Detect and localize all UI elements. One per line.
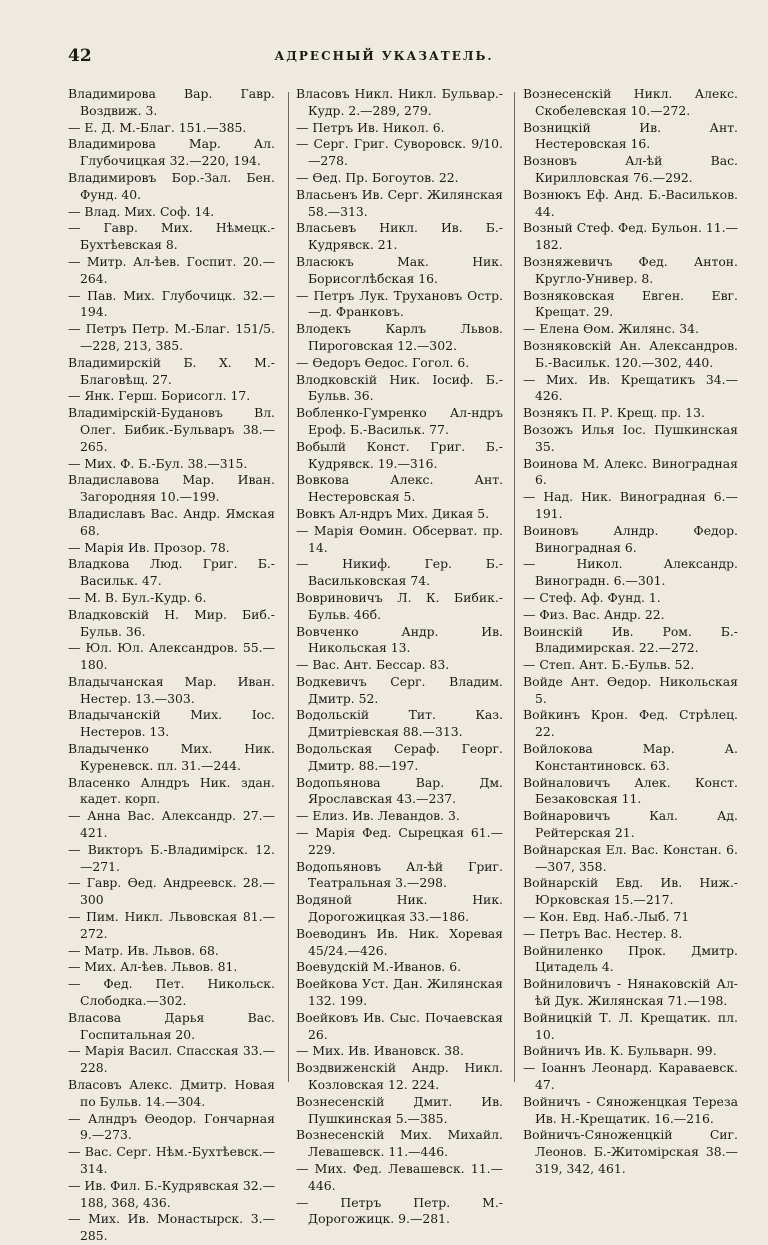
page-title: АДРЕСНЫЙ УКАЗАТЕЛЬ. bbox=[274, 49, 494, 63]
directory-entry: Войничъ-Сяноженцкій Сиг. Леонов. Б.-Житомірская 38.—319, 342, 461. bbox=[523, 1127, 738, 1176]
directory-entry: — Е. Д. М.-Благ. 151.—385. bbox=[68, 119, 247, 135]
directory-entry: — Гавр. Ѳед. Андреевск. 28.—300 bbox=[68, 875, 275, 908]
directory-entry: Войкинъ Крон. Фед. Стрѣлец. 22. bbox=[523, 707, 738, 740]
directory-entry: — Мих. Ив. Монастырск. 3.—285. bbox=[68, 1211, 275, 1244]
directory-entry: Вознесенскій Мих. Михайл. Левашевск. 11.—446. bbox=[296, 1127, 503, 1160]
directory-entry: Войницкій Т. Л. Крещатик. пл. 10. bbox=[523, 1009, 738, 1042]
directory-entry: — Никиф. Гер. Б.-Васильковская 74. bbox=[296, 556, 503, 589]
directory-entry: — Марія Фед. Сырецкая 61.—229. bbox=[296, 825, 503, 857]
directory-entry: — Вас. Серг. Нѣм.-Бухтѣевск.—314. bbox=[68, 1144, 275, 1176]
directory-entry: Власьевъ Никл. Ив. Б.-Кудрявск. 21. bbox=[296, 220, 503, 253]
directory-entry: Водопьянова Вар. Дм. Ярославская 43.—237. bbox=[296, 774, 503, 807]
directory-entry: — Анна Вас. Александр. 27.—421. bbox=[68, 808, 275, 841]
directory-entry: — Влад. Мих. Соф. 14. bbox=[68, 203, 215, 219]
directory-entry: Вовченко Андр. Ив. Никольская 13. bbox=[296, 623, 503, 656]
column-2 bbox=[296, 86, 503, 1227]
directory-entry: Власовъ Алекс. Дмитр. Новая по Бульв. 14.—304. bbox=[68, 1077, 275, 1109]
directory-entry: Владимирова Вар. Гавр. Воздвиж. 3. bbox=[68, 86, 275, 118]
directory-entry: Возновъ Ал-ѣй Вас. Кирилловская 76.—292. bbox=[523, 153, 738, 185]
directory-entry: Вовкова Алекс. Ант. Нестеровская 5. bbox=[296, 472, 503, 505]
directory-entry: Власюкъ Мак. Ник. Борисоглѣбская 16. bbox=[296, 253, 503, 286]
directory-entry: — Янк. Герш. Борисогл. 17. bbox=[68, 388, 251, 404]
directory-entry: — Матр. Ив. Львов. 68. bbox=[68, 942, 219, 958]
directory-entry: — Кон. Евд. Наб.-Лыб. 71 bbox=[523, 909, 690, 925]
directory-entry: — М. В. Бул.-Кудр. 6. bbox=[68, 589, 207, 605]
column-1 bbox=[68, 86, 275, 1244]
directory-entry: Войниловичъ - Нянаковскій Ал-ѣй Дук. Жилянская 71.—198. bbox=[523, 976, 738, 1009]
directory-entry: Вознюкъ Еф. Анд. Б.-Васильков. 44. bbox=[523, 186, 738, 219]
directory-entry: Водяной Ник. Ник. Дорогожицкая 33.—186. bbox=[296, 892, 503, 925]
directory-entry: Воеводинъ Ив. Ник. Хоревая 45/24.—426. bbox=[296, 925, 503, 958]
directory-entry: Власова Дарья Вас. Госпитальная 20. bbox=[68, 1009, 275, 1042]
directory-entry: Владычанскій Мих. Іос. Нестеров. 13. bbox=[68, 707, 275, 740]
directory-entry: Воейкова Уст. Дан. Жилянская 132. 199. bbox=[296, 976, 503, 1009]
directory-entry: — Алндръ Ѳеодор. Гончарная 9.—273. bbox=[68, 1110, 275, 1143]
directory-entry: — Ѳед. Пр. Богоутов. 22. bbox=[296, 169, 459, 185]
directory-entry: Власьенъ Ив. Серг. Жилянская 58.—313. bbox=[296, 186, 503, 219]
directory-entry: Вознесенскій Дмит. Ив. Пушкинская 5.—385. bbox=[296, 1093, 503, 1126]
directory-entry: — Марія Ив. Прозор. 78. bbox=[68, 539, 230, 555]
directory-entry: — Над. Ник. Виноградная 6.—191. bbox=[523, 489, 738, 521]
directory-entry: — Елена Ѳом. Жилянс. 34. bbox=[523, 321, 699, 337]
directory-entry: Воздвиженскій Андр. Никл. Козловская 12. 224. bbox=[296, 1060, 503, 1093]
directory-entry: Войничъ Ив. К. Бульварн. 99. bbox=[523, 1043, 717, 1059]
directory-entry: — Мих. Фед. Левашевск. 11.—446. bbox=[296, 1161, 503, 1193]
page-number: 42 bbox=[68, 46, 92, 66]
directory-entry: Влодковскій Ник. Іосиф. Б.-Бульв. 36. bbox=[296, 371, 503, 404]
directory-entry: Возный Стеф. Фед. Бульон. 11.—182. bbox=[523, 220, 738, 253]
directory-entry: Владимірскій-Будановъ Вл. Олег. Бибик.-Бульваръ 38.—265. bbox=[68, 405, 275, 454]
directory-entry: Воинскій Ив. Ром. Б.-Владимирская. 22.—272. bbox=[523, 623, 738, 656]
directory-entry: — Елиз. Ив. Левандов. 3. bbox=[296, 808, 460, 824]
directory-entry: — Ив. Фил. Б.-Кудрявская 32.—188, 368, 436. bbox=[68, 1177, 275, 1210]
directory-entry: Водольскій Тит. Каз. Дмитріевская 88.—313. bbox=[296, 707, 503, 740]
directory-entry: Власовъ Никл. Никл. Бульвар.-Кудр. 2.—289, 279. bbox=[296, 86, 503, 118]
directory-entry: Вовриновичъ Л. К. Бибик.-Бульв. 46б. bbox=[296, 589, 503, 622]
directory-entry: — Серг. Григ. Суворовск. 9/10.—278. bbox=[296, 136, 503, 169]
directory-entry: — Мих. Ив. Ивановск. 38. bbox=[296, 1043, 464, 1059]
directory-entry: Водольская Сераф. Георг. Дмитр. 88.—197. bbox=[296, 741, 503, 773]
directory-entry: Владимирскій Б. Х. М.-Благовѣщ. 27. bbox=[68, 354, 275, 387]
directory-entry: Вобленко-Гумренко Ал-ндръ Ероф. Б.-Васильк. 77. bbox=[296, 405, 503, 437]
directory-entry: — Никол. Александр. Виноградн. 6.—301. bbox=[523, 556, 738, 589]
directory-entry: Владимирова Мар. Ал. Глубочицкая 32.—220, 194. bbox=[68, 136, 275, 169]
directory-entry: — Мих. Ив. Крещатикъ 34.—426. bbox=[523, 371, 738, 404]
directory-entry: Владкова Люд. Григ. Б.-Васильк. 47. bbox=[68, 556, 275, 589]
directory-entry: Владковскій Н. Мир. Биб.-Бульв. 36. bbox=[68, 606, 275, 639]
directory-entry: — Пим. Никл. Львовская 81.—272. bbox=[68, 909, 275, 941]
directory-entry: — Степ. Ант. Б.-Бульв. 52. bbox=[523, 657, 695, 673]
directory-entry: Воейковъ Ив. Сыс. Почаевская 26. bbox=[296, 1009, 503, 1042]
directory-entry: Владиславъ Вас. Андр. Ямская 68. bbox=[68, 505, 275, 538]
directory-entry: Возняжевичъ Фед. Антон. Кругло-Универ. 8. bbox=[523, 253, 738, 286]
directory-entry: — Физ. Вас. Андр. 22. bbox=[523, 606, 665, 622]
directory-entry: Возняковскій Ан. Александров. Б.-Васильк. 120.—302, 440. bbox=[523, 337, 738, 370]
directory-entry: — Гавр. Мих. Нѣмецк.-Бухтѣевская 8. bbox=[68, 220, 275, 253]
directory-entry: — Петръ Лук. Трухановъ Остр.—д. Франковъ. bbox=[296, 287, 503, 320]
directory-entry: — Іоаннъ Леонард. Караваевск. 47. bbox=[523, 1060, 738, 1093]
directory-entry: Войнарская Ел. Вас. Констан. 6.—307, 358. bbox=[523, 841, 738, 874]
directory-entry: Владиславова Мар. Иван. Загородняя 10.—199. bbox=[68, 472, 275, 505]
directory-entry: Войнарскій Евд. Ив. Ниж.-Юрковская 15.—217. bbox=[523, 875, 738, 908]
directory-entry: — Юл. Юл. Александров. 55.—180. bbox=[68, 640, 275, 673]
directory-entry: Войнаровичъ Кал. Ад. Рейтерская 21. bbox=[523, 808, 738, 841]
address-columns bbox=[68, 86, 738, 1244]
directory-entry: Владимировъ Бор.-Зал. Бен. Фунд. 40. bbox=[68, 169, 275, 202]
directory-entry: Войниленко Прок. Дмитр. Цитадель 4. bbox=[523, 942, 738, 975]
directory-entry: — Вас. Ант. Бессар. 83. bbox=[296, 657, 450, 673]
directory-entry: — Митр. Ал-ѣев. Госпит. 20.—264. bbox=[68, 253, 275, 286]
directory-entry: — Марія Васил. Спасская 33.—228. bbox=[68, 1043, 275, 1076]
directory-entry: Власенко Алндръ Ник. здан. кадет. корп. bbox=[68, 774, 275, 807]
directory-entry: Вознякъ П. Р. Крещ. пр. 13. bbox=[523, 405, 705, 421]
directory-entry: Возняковская Евген. Евг. Крещат. 29. bbox=[523, 287, 738, 320]
directory-entry: Войде Ант. Ѳедор. Никольская 5. bbox=[523, 673, 738, 706]
directory-entry: Владыченко Мих. Ник. Куреневск. пл. 31.—244. bbox=[68, 741, 275, 773]
directory-entry: Войналовичъ Алек. Конст. Безаковская 11. bbox=[523, 774, 738, 807]
column-3 bbox=[523, 86, 738, 1176]
directory-entry: — Петръ Петр. М.-Благ. 151/5.—228, 213, 385. bbox=[68, 321, 275, 353]
directory-entry: Вознесенскій Никл. Алекс. Скобелевская 10.—272. bbox=[523, 86, 738, 118]
directory-entry: Вобылй Конст. Григ. Б.-Кудрявск. 19.—316. bbox=[296, 438, 503, 471]
directory-entry: Войлокова Мар. А. Константиновск. 63. bbox=[523, 741, 738, 773]
directory-entry: Воинова М. Алекс. Виноградная 6. bbox=[523, 455, 738, 488]
directory-entry: Воиновъ Алндр. Федор. Виноградная 6. bbox=[523, 522, 738, 555]
directory-entry: Водопьяновъ Ал-ѣй Григ. Театральная 3.—298. bbox=[296, 858, 503, 891]
directory-entry: Владычанская Мар. Иван. Нестер. 13.—303. bbox=[68, 673, 275, 706]
directory-entry: — Викторъ Б.-Владимірск. 12.—271. bbox=[68, 841, 275, 874]
directory-entry: Влодекъ Карлъ Львов. Пироговская 12.—302. bbox=[296, 321, 503, 353]
directory-entry: — Петръ Петр. М.-Дорогожицк. 9.—281. bbox=[296, 1194, 503, 1227]
directory-entry: Возницкій Ив. Ант. Нестеровская 16. bbox=[523, 119, 738, 152]
directory-entry: — Петръ Вас. Нестер. 8. bbox=[523, 925, 683, 941]
directory-entry: Водкевичъ Серг. Владим. Дмитр. 52. bbox=[296, 673, 503, 706]
directory-entry: — Ѳедоръ Ѳедос. Гогол. 6. bbox=[296, 354, 470, 370]
directory-entry: — Мих. Ф. Б.-Бул. 38.—315. bbox=[68, 455, 248, 471]
directory-entry: Вовкъ Ал-ндръ Мих. Дикая 5. bbox=[296, 505, 490, 521]
directory-entry: — Петръ Ив. Никол. 6. bbox=[296, 119, 445, 135]
directory-entry: — Фед. Пет. Никольск. Слободка.—302. bbox=[68, 976, 275, 1009]
directory-entry: — Пав. Мих. Глубочицк. 32.—194. bbox=[68, 287, 275, 320]
directory-entry: — Стеф. Аф. Фунд. 1. bbox=[523, 589, 661, 605]
directory-entry: Войничъ - Сяноженцкая Тереза Ив. Н.-Крещатик. 16.—216. bbox=[523, 1093, 738, 1126]
directory-entry: Воевудскій М.-Иванов. 6. bbox=[296, 959, 462, 975]
directory-entry: — Мих. Ал-ѣев. Львов. 81. bbox=[68, 959, 238, 975]
directory-entry: Возожъ Илья Іос. Пушкинская 35. bbox=[523, 421, 738, 454]
directory-entry: — Марія Ѳомин. Обсерват. пр. 14. bbox=[296, 522, 503, 555]
